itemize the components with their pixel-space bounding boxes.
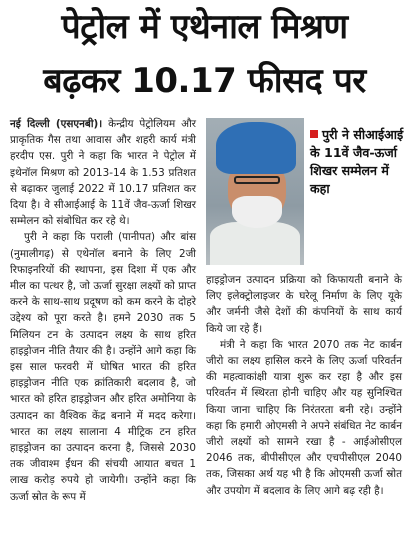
paragraph-2: पुरी ने कहा कि पराली (पानीपत) और बांस (नुमालीगढ़) से एथेनॉल बनाने के लिए 2जी रिफाइनरियों की स्थापना, इस दिशा में एक और मील का पत्थर है, जो ऊर्जा सुरक्षा लक्ष्यों को प्राप्त करने के साथ-साथ प्रदूषण को कम करने के दोहरे उद्देश्य को पूरा करते है। हमने 2030 तक 5 मिलियन टन के उत्पादन लक्ष्य के साथ हरित हाइड्रोजन नीति तैयार की है। उन्होंने आगे कहा कि इस साल फरवरी में घोषित भारत की हरित हाइड्रोजन नीति एक क्रांतिकारी बदलाव है, जो भारत को हरित हाइड्रोजन और हरित अमोनिया के उत्पादन का वैश्विक केंद्र बनाने में मदद करेगा। भारत का लक्ष्य सालाना 4 मीट्रिक टन हरित हाइड्रोजन का उत्पादन करना है, जिससे 2030 तक जीवाश्म ईंधन की संचयी आयात बचत 1 लाख करोड़ रुपये हो जायेगी। उन्होंने कहा कि ऊर्जा स्रोत के रूप में [10, 231, 196, 503]
paragraph-2-continued: हाइड्रोजन उत्पादन प्रक्रिया को किफायती बनाने के लिए इलेक्ट्रोलाइजर के घरेलू निर्माण के लिए यूके और जर्मनी जैसे देशों की कंपनियों के साथ कार्य किये जा रहे हैं। [206, 274, 402, 335]
headline-line-1: पेट्रोल में एथेनाल मिश्रण [61, 7, 348, 47]
article-right-column [206, 272, 402, 499]
pull-quote [310, 126, 404, 198]
dateline: नई दिल्ली (एसएनबी)। [10, 118, 103, 130]
paragraph-3: मंत्री ने कहा कि भारत 2070 तक नेट कार्बन जीरो का लक्ष्य हासिल करने के लिए ऊर्जा परिवर्तन की महत्वाकांक्षी यात्रा शुरू कर रहा है और इस परिवर्तन में स्थिरता होनी चाहिए और यह सुनिश्चित किया जाना चाहिए कि निरंतरता बनी रहे। उन्होंने कहा कि हमारी ओएमसी ने अपने संबंधित नेट कार्बन जीरो लक्ष्यों को सामने रखा है - आईओसीएल 2046 तक, बीपीसीएल और एचपीसीएल 2040 तक, जिसका अर्थ यह भी है कि ओएमसी ऊर्जा स्रोत और उपयोग में बदलाव के लिए आगे बढ़ रही है। [206, 338, 402, 497]
article-left-column [10, 116, 196, 505]
paragraph-1 [10, 116, 196, 229]
pull-quote-text: पुरी ने सीआईआई के 11वें जैव-ऊर्जा शिखर सम्मेलन में कहा [310, 127, 404, 196]
paragraph-1-text: केन्द्रीय पेट्रोलियम और प्राकृतिक गैस तथा आवास और शहरी कार्य मंत्री हरदीप एस. पुरी ने कहा कि भारत ने पेट्रोल में इथेनॉल मिश्रण को 2013-14 के 1.53 प्रतिशत से बढ़ाकर जुलाई 2022 में 10.17 प्रतिशत कर दिया है। वे सीआईआई के 11वें जैव-ऊर्जा शिखर सम्मेलन को संबोधित कर रहे थे। [10, 118, 196, 228]
minister-photo [206, 118, 304, 265]
square-bullet-icon [310, 130, 318, 138]
headline-line-2: बढ़कर 10.17 फीसद पर [43, 61, 366, 101]
